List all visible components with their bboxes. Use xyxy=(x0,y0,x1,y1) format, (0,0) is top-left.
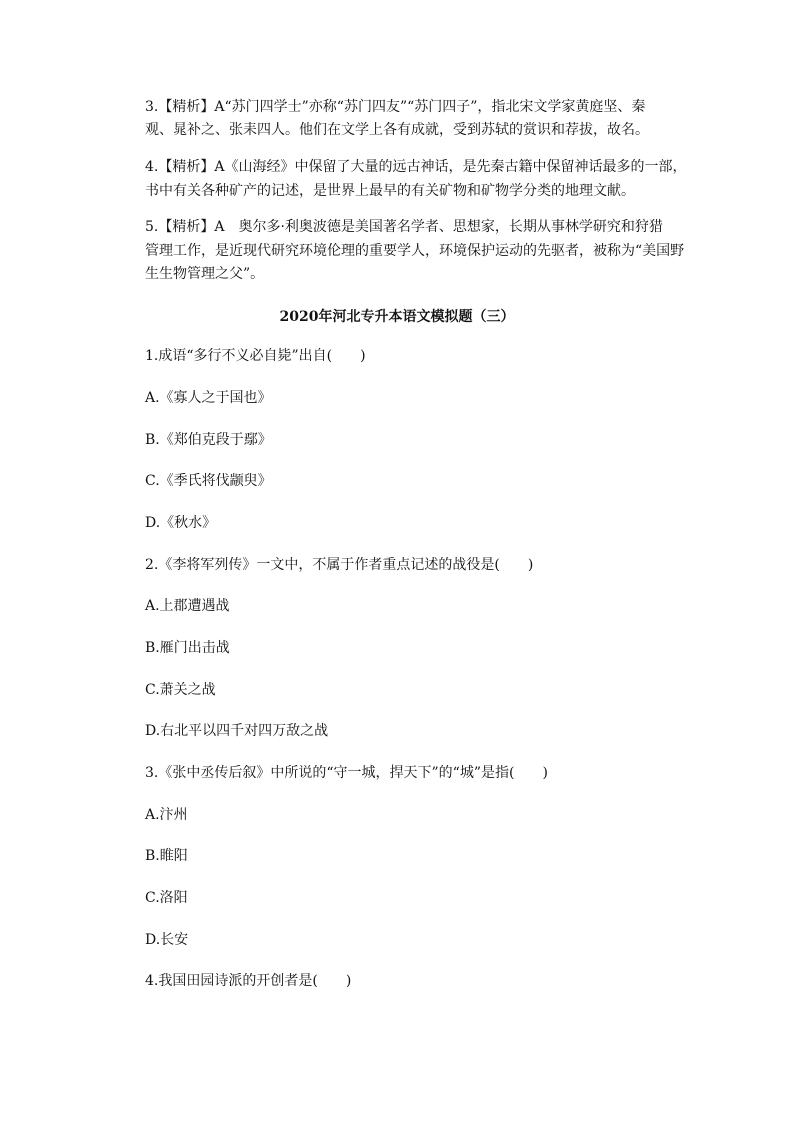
question-2-option-b: B.雁门出击战 xyxy=(145,640,230,656)
section-title: 2020年河北专升本语文模拟题（三） xyxy=(279,309,515,325)
question-3-option-b: B.睢阳 xyxy=(145,848,188,864)
question-2-option-a: A.上郡遭遇战 xyxy=(145,598,230,614)
question-2-stem: 2.《李将军列传》一文中，不属于作者重点记述的战役是( ) xyxy=(145,557,534,573)
answer-4-line-2: 书中有关各种矿产的记述，是世界上最早的有关矿物和矿物学分类的地理文献。 xyxy=(145,183,635,199)
question-1-option-c: C.《季氏将伐颛臾》 xyxy=(145,473,272,489)
answer-3-line-2: 观、晁补之、张耒四人。他们在文学上各有成就，受到苏轼的赏识和荐拔，故名。 xyxy=(145,122,649,138)
question-3-stem: 3.《张中丞传后叙》中所说的“守一城，捍天下”的“城”是指( ) xyxy=(145,765,548,781)
answer-5-line-1: 5.【精析】A 奥尔多·利奥波德是美国著名学者、思想家，长期从事林学研究和狩猎 xyxy=(145,219,663,235)
question-3-option-d: D.长安 xyxy=(145,932,189,948)
question-1-stem: 1.成语“多行不义必自毙”出自( ) xyxy=(145,348,366,364)
question-1-option-d: D.《秋水》 xyxy=(145,515,217,531)
question-2-option-c: C.萧关之战 xyxy=(145,682,216,698)
question-1-option-b: B.《郑伯克段于鄢》 xyxy=(145,432,272,448)
question-3-option-c: C.洛阳 xyxy=(145,890,188,906)
question-1-option-a: A.《寡人之于国也》 xyxy=(145,390,272,406)
question-4-stem: 4.我国田园诗派的开创者是( ) xyxy=(145,973,352,989)
question-2-option-d: D.右北平以四千对四万敌之战 xyxy=(145,723,329,739)
question-3-option-a: A.汴州 xyxy=(145,807,188,823)
answer-5-line-3: 生生物管理之父”。 xyxy=(145,266,265,282)
answer-3-line-1: 3.【精析】A“苏门四学士”亦称“苏门四友”“苏门四子”，指北宋文学家黄庭坚、秦 xyxy=(145,99,646,115)
answer-4-line-1: 4.【精析】A《山海经》中保留了大量的远古神话，是先秦古籍中保留神话最多的一部， xyxy=(145,159,687,175)
answer-5-line-2: 管理工作，是近现代研究环境伦理的重要学人，环境保护运动的先驱者，被称为“美国野 xyxy=(145,243,685,259)
